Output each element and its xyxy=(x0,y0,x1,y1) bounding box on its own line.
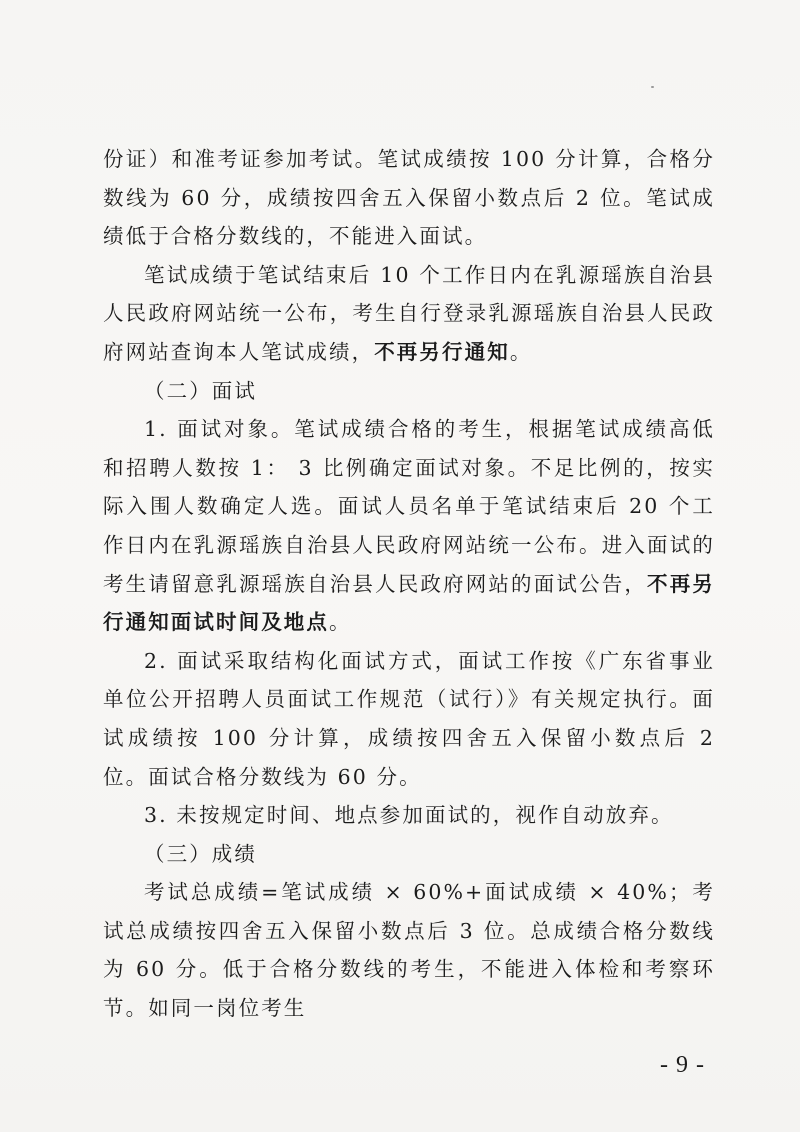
document-body xyxy=(103,140,715,1028)
bold-text: 不再另行通知 xyxy=(374,339,510,364)
text-segment: 1. 面试对象。笔试成绩合格的考生，根据笔试成绩高低和招聘人数按 1： 3 比例确定面试对象。不足比例的，按实际入围人数确定人选。面试人员名单于笔试结束后 20 个工作日内在乳源瑶族自治县人民政府网站统一公布。进入面试的考生请留意乳源瑶族自治县人民政府网站的面试公告， xyxy=(103,417,715,596)
text-segment: 3. 未按规定时间、地点参加面试的，视作自动放弃。 xyxy=(144,803,674,828)
text-segment: （二）面试 xyxy=(144,378,257,403)
text-segment: （三）成绩 xyxy=(144,841,257,866)
text-segment: 。 xyxy=(509,339,533,364)
paragraph xyxy=(103,642,715,796)
text-segment: 考试总成绩=笔试成绩 × 60%+面试成绩 × 40%；考试总成绩按四舍五入保留小数点后 3 位。总成绩合格分数线为 60 分。低于合格分数线的考生，不能进入体检和考察环节。如同一岗位考生 xyxy=(103,880,715,1021)
paragraph xyxy=(103,873,715,1027)
text-segment: 笔试成绩于笔试结束后 10 个工作日内在乳源瑶族自治县人民政府网站统一公布，考生自行登录乳源瑶族自治县人民政府网站查询本人笔试成绩， xyxy=(103,262,715,364)
text-segment: 2. 面试采取结构化面试方式，面试工作按《广东省事业单位公开招聘人员面试工作规范（试行）》有关规定执行。面试成绩按 100 分计算，成绩按四舍五入保留小数点后 2 位。面试合格分数线为 60 分。 xyxy=(103,648,715,789)
bold-text: 不再另行通知面试时间及地点 xyxy=(103,571,715,635)
section-heading xyxy=(103,372,715,411)
paragraph xyxy=(103,256,715,372)
paragraph xyxy=(103,140,715,256)
paragraph xyxy=(103,796,715,835)
section-heading xyxy=(103,835,715,874)
page-number: - 9 - xyxy=(660,1052,705,1078)
text-segment: 份证）和准考证参加考试。笔试成绩按 100 分计算，合格分数线为 60 分，成绩按四舍五入保留小数点后 2 位。笔试成绩低于合格分数线的，不能进入面试。 xyxy=(103,147,715,249)
text-segment: 。 xyxy=(329,610,352,635)
paragraph xyxy=(103,410,715,642)
scan-speck xyxy=(651,86,654,88)
